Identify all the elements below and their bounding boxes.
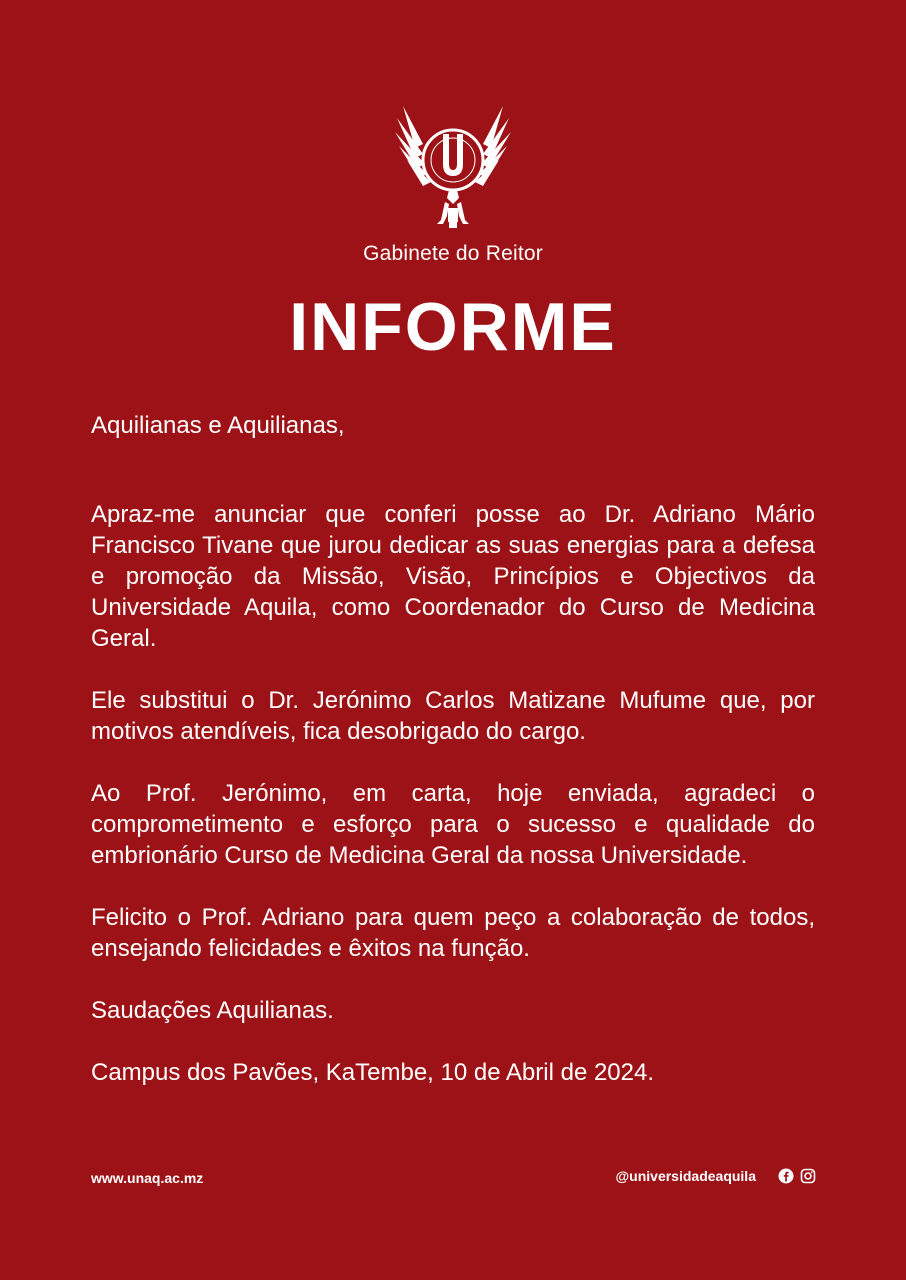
social-handle[interactable]: @universidadeaquila — [615, 1168, 756, 1184]
office-subtitle: Gabinete do Reitor — [363, 242, 543, 265]
paragraph-appointment: Apraz-me anunciar que conferi posse ao Dr. Adriano Mário Francisco Tivane que jurou dedicar as suas energias para a defesa e promoção da Missão, Visão, Princípios e Objectivos da Universidade Aquila, como Coordenador do Curso de Medicina Geral. — [91, 501, 815, 652]
website-link[interactable]: www.unaq.ac.mz — [91, 1170, 204, 1186]
paragraph-congratulations: Felicito o Prof. Adriano para quem peço a colaboração de todos, ensejando felicidades e êxitos na função. — [91, 904, 815, 962]
facebook-icon[interactable] — [778, 1168, 794, 1184]
place-date: Campus dos Pavões, KaTembe, 10 de Abril de 2024. — [91, 1059, 655, 1086]
page-title: INFORME — [289, 289, 617, 365]
eagle-u-logo-icon — [393, 98, 513, 236]
greeting: Aquilianas e Aquilianas, — [91, 412, 345, 439]
social-footer — [616, 1168, 816, 1184]
paragraph-replacement: Ele substitui o Dr. Jerónimo Carlos Matizane Mufume que, por motivos atendíveis, fica desobrigado do cargo. — [91, 687, 815, 745]
closing: Saudações Aquilianas. — [91, 997, 334, 1024]
paragraph-thanks: Ao Prof. Jerónimo, em carta, hoje enviada, agradeci o comprometimento e esforço para o sucesso e qualidade do embrionário Curso de Medicina Geral da nossa Universidade. — [91, 780, 815, 869]
announcement-body — [91, 410, 815, 1088]
instagram-icon[interactable] — [800, 1168, 816, 1184]
